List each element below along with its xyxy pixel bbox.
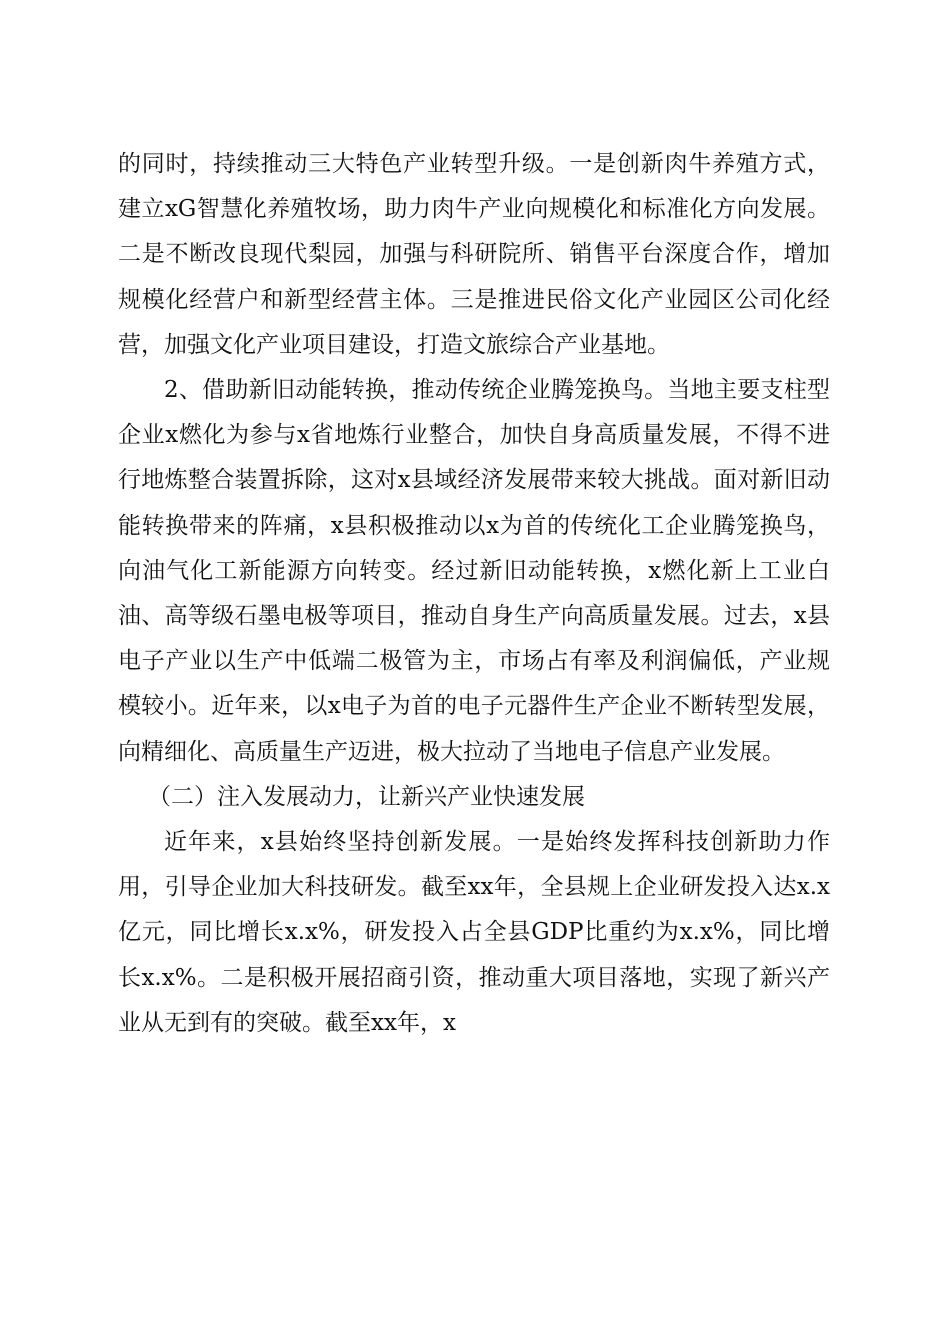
section-heading: （二）注入发展动力，让新兴产业快速发展	[148, 783, 585, 810]
paragraph-energy-conversion: 2、借助新旧动能转换，推动传统企业腾笼换鸟。当地主要支柱型企业x燃化为参与x省地炼行业整合，加快自身高质量发展，不得不进行地炼整合装置拆除，这对x县域经济发展带来较大挑战。面对新旧动能转换带来的阵痛，x县积极推动以x为首的传统化工企业腾笼换鸟，向油气化工新能源方向转变。经过新旧动能转换，x燃化新上工业白油、高等级石墨电极等项目，推动自身生产向高质量发展。过去，x县电子产业以生产中低端二极管为主，市场占有率及利润偏低，产业规模较小。近年来，以x电子为首的电子元器件生产企业不断转型发展，向精细化、高质量生产迈进，极大拉动了当地电子信息产业发展。	[118, 377, 830, 765]
paragraph-industry-upgrade: 的同时，持续推动三大特色产业转型升级。一是创新肉牛养殖方式，建立xG智慧化养殖牧场，助力肉牛产业向规模化和标准化方向发展。二是不断改良现代梨园，加强与科研院所、销售平台深度合作，增加规模化经营户和新型经营主体。三是推进民俗文化产业园区公司化经营，加强文化产业项目建设，打造文旅综合产业基地。	[118, 151, 830, 358]
paragraph-innovation: 近年来，x县始终坚持创新发展。一是始终发挥科技创新助力作用，引导企业加大科技研发。截至xx年，全县规上企业研发投入达x.x亿元，同比增长x.x%，研发投入占全县GDP比重约为x.x%，同比增长x.x%。二是积极开展招商引资，推动重大项目落地，实现了新兴产业从无到有的突破。截至xx年，x	[118, 829, 830, 1036]
document-body	[118, 142, 830, 1046]
